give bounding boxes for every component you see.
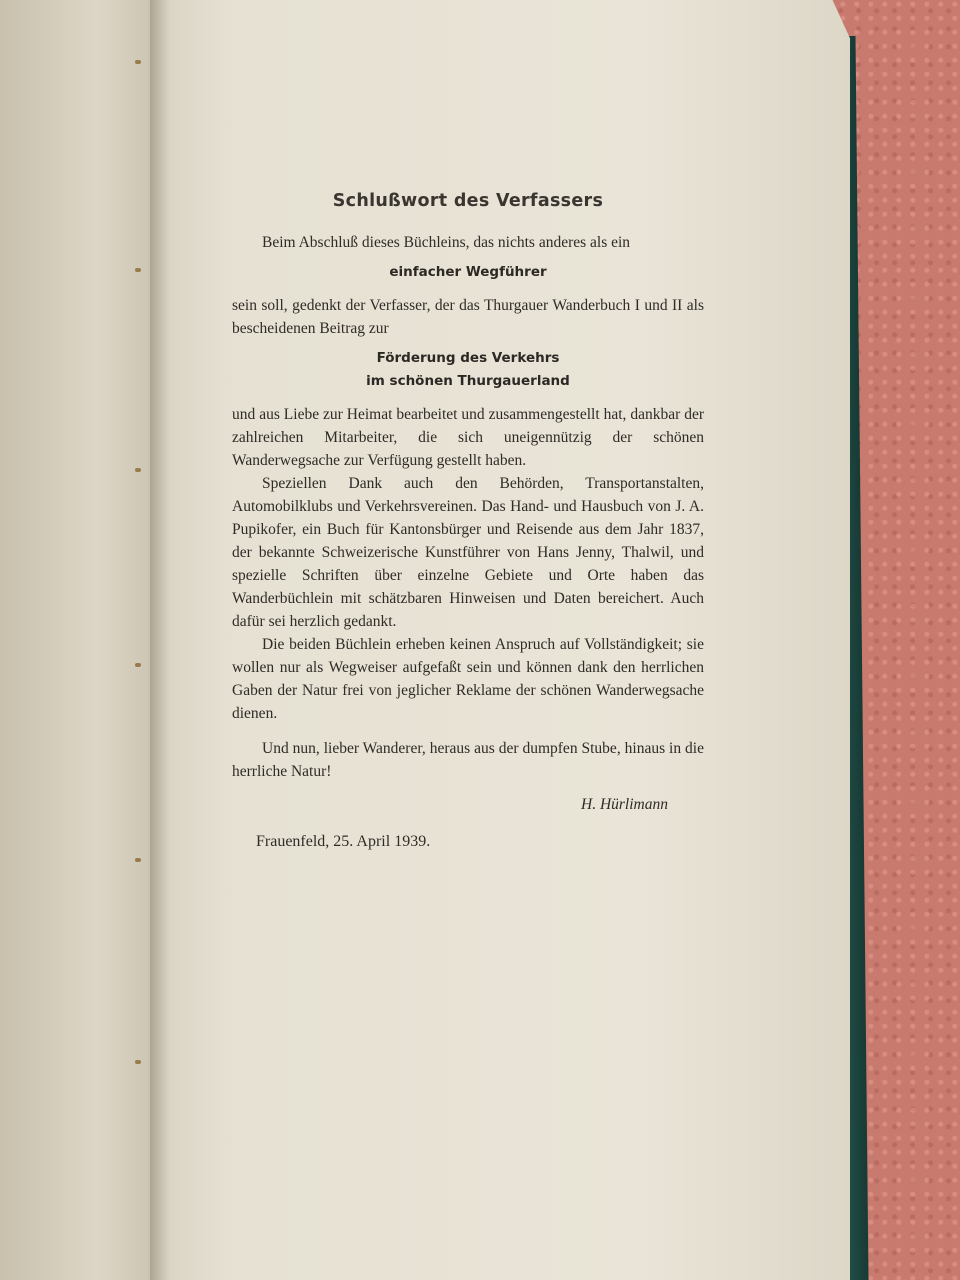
binding-stitch [135, 858, 141, 862]
binding-stitch [135, 1060, 141, 1064]
paragraph-4: Speziellen Dank auch den Behörden, Transportanstalten, Automobilklubs und Verkehrsvereinen. Das Hand- und Hausbuch von J. A. Pupikofer, ein Buch für Kantonsbürger und Reisende aus dem Jahr 1837, der bekannte Schweizerische Kunstführer von Hans Jenny, Thalwil, und spezielle Schriften über einzelne Gebiete und Orte haben das Wanderbüchlein mit schätzbaren Hinweisen und Daten bereichert. Auch dafür sei herzlich gedankt. [232, 475, 704, 630]
emphasis-block-2 [232, 347, 704, 393]
paragraph-6: Und nun, lieber Wanderer, heraus aus der dumpfen Stube, hinaus in die herrliche Natur! [232, 740, 704, 780]
paragraph-2: sein soll, gedenkt der Verfasser, der das Thurgauer Wanderbuch I und II als bescheidenen Beitrag zur [232, 297, 704, 337]
emphasis-text: einfacher Wegführer [389, 264, 547, 280]
intro-paragraph: Beim Abschluß dieses Büchleins, das nichts anderes als ein [262, 234, 631, 251]
emphasis-text: im schönen Thurgauerland [366, 373, 570, 389]
emphasis-text: Förderung des Verkehrs [376, 350, 560, 366]
page-gutter-shadow [150, 0, 170, 1280]
binding-stitch [135, 468, 141, 472]
binding-stitch [135, 268, 141, 272]
left-page [0, 0, 160, 1280]
paragraph-3: und aus Liebe zur Heimat bearbeitet und zusammengestellt hat, dankbar der zahlreichen Mitarbeiter, die sich uneigennützig der schönen Wanderwegsache zur Verfügung gestellt haben. [232, 406, 704, 469]
binding-stitch [135, 663, 141, 667]
page-text [232, 190, 704, 853]
binding-stitch [135, 60, 141, 64]
place-date: Frauenfeld, 25. April 1939. [256, 833, 431, 850]
paragraph-5: Die beiden Büchlein erheben keinen Anspruch auf Vollständigkeit; sie wollen nur als Wegweiser aufgefaßt sein und können dank den herrlichen Gaben der Natur frei von jeglicher Reklame der schönen Wanderwegsache dienen. [232, 636, 704, 722]
page-title: Schlußwort des Verfassers [332, 191, 604, 211]
emphasis-line-1 [232, 261, 704, 284]
author-signature: H. Hürlimann [581, 796, 668, 813]
